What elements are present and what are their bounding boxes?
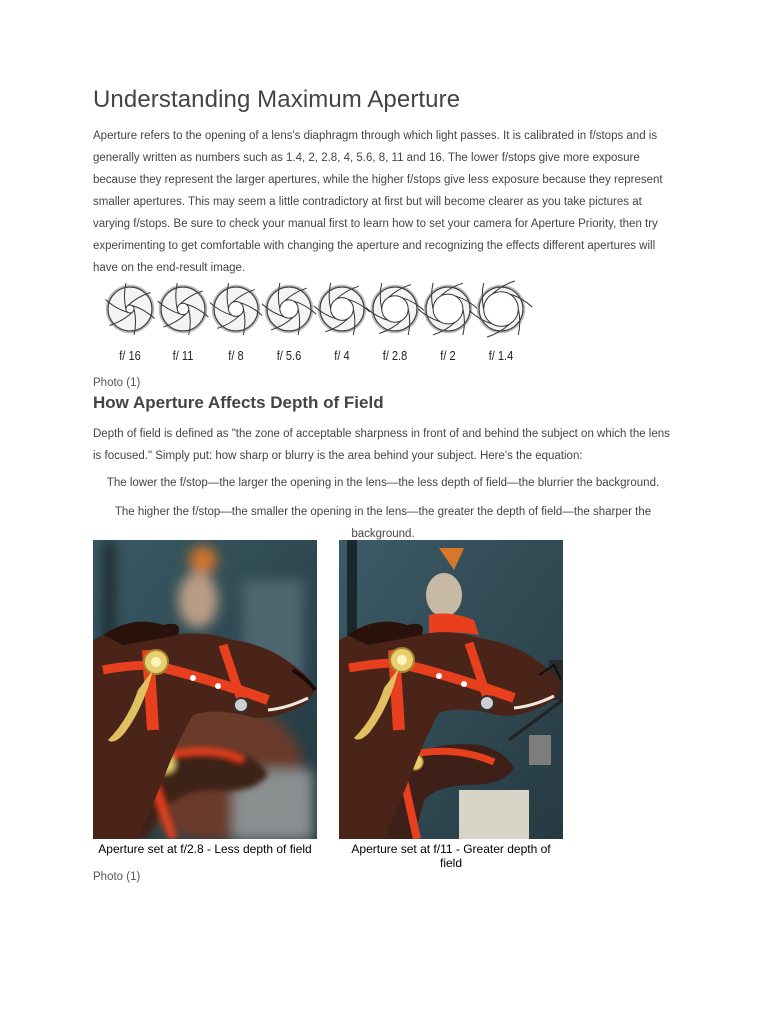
aperture-label: f/ 5.6 xyxy=(276,348,302,363)
equation-higher: The higher the f/stop—the smaller the opening in the lens—the greater the depth of field—the sharper the background. xyxy=(114,506,652,540)
dof-paragraph: Depth of field is defined as "the zone of acceptable sharpness in front of and behind the subject on which the lens is focused." Simply put: how sharp or blurry is the area behind your subject. Here's the equation: xyxy=(93,428,670,462)
aperture-item xyxy=(422,284,474,366)
aperture-icon xyxy=(264,284,314,334)
aperture-opening xyxy=(382,296,408,322)
aperture-label: f/ 2.8 xyxy=(382,348,408,363)
aperture-icon xyxy=(158,284,208,334)
aperture-item xyxy=(210,284,262,366)
equation-lower: The lower the f/stop—the larger the opening in the lens—the less depth of field—the blurrier the background. xyxy=(106,477,660,489)
aperture-item xyxy=(475,284,527,366)
aperture-label: f/ 2 xyxy=(440,348,456,363)
intro-paragraph: Aperture refers to the opening of a lens's diaphragm through which light passes. It is calibrated in f/stops and is generally written as numbers such as 1.4, 2, 2.8, 4, 5.6, 8, 11 and 16. The lower f/stops give more exposure because they represent the larger apertures, while the higher f/stops give less exposure because they represent smaller apertures. This may seem a little contradictory at first but will become clearer as you take pictures at varying f/stops. Be sure to check your manual first to learn how to set your camera for Aperture Priority, then try experimenting to get comfortable with changing the aperture and recognizing the effects different apertures will have on the end-result image. xyxy=(93,130,663,274)
photo-caption: Aperture set at f/11 - Greater depth of field xyxy=(351,842,551,870)
aperture-opening xyxy=(433,294,463,324)
aperture-label: f/ 16 xyxy=(119,348,141,363)
aperture-icon xyxy=(317,284,367,334)
aperture-opening xyxy=(126,305,134,313)
aperture-item xyxy=(104,284,156,366)
aperture-item xyxy=(263,284,315,366)
aperture-opening xyxy=(229,302,244,317)
aperture-item xyxy=(157,284,209,366)
aperture-opening xyxy=(484,292,519,327)
horse-image xyxy=(339,540,563,839)
aperture-opening xyxy=(177,303,188,314)
aperture-diagram xyxy=(104,284,534,366)
photo-credit: Photo (1) xyxy=(93,377,141,389)
horse-photo-shallow-dof xyxy=(93,540,317,839)
aperture-label: f/ 4 xyxy=(334,348,350,363)
aperture-item xyxy=(369,284,421,366)
aperture-item xyxy=(316,284,368,366)
photo-credit: Photo (1) xyxy=(93,871,141,883)
aperture-icon xyxy=(105,284,155,334)
aperture-opening xyxy=(280,300,298,318)
aperture-label: f/ 11 xyxy=(172,348,194,363)
horse-image xyxy=(93,540,317,839)
aperture-icon xyxy=(476,284,526,334)
aperture-icon xyxy=(211,284,261,334)
aperture-label: f/ 1.4 xyxy=(488,348,514,363)
section-heading: How Aperture Affects Depth of Field xyxy=(93,393,384,412)
aperture-icon xyxy=(423,284,473,334)
horse-photo-deep-dof xyxy=(339,540,563,839)
page-title: Understanding Maximum Aperture xyxy=(93,86,461,113)
aperture-icon xyxy=(370,284,420,334)
photo-caption: Aperture set at f/2.8 - Less depth of field xyxy=(98,842,312,856)
aperture-label: f/ 8 xyxy=(228,348,244,363)
aperture-opening xyxy=(331,298,354,321)
